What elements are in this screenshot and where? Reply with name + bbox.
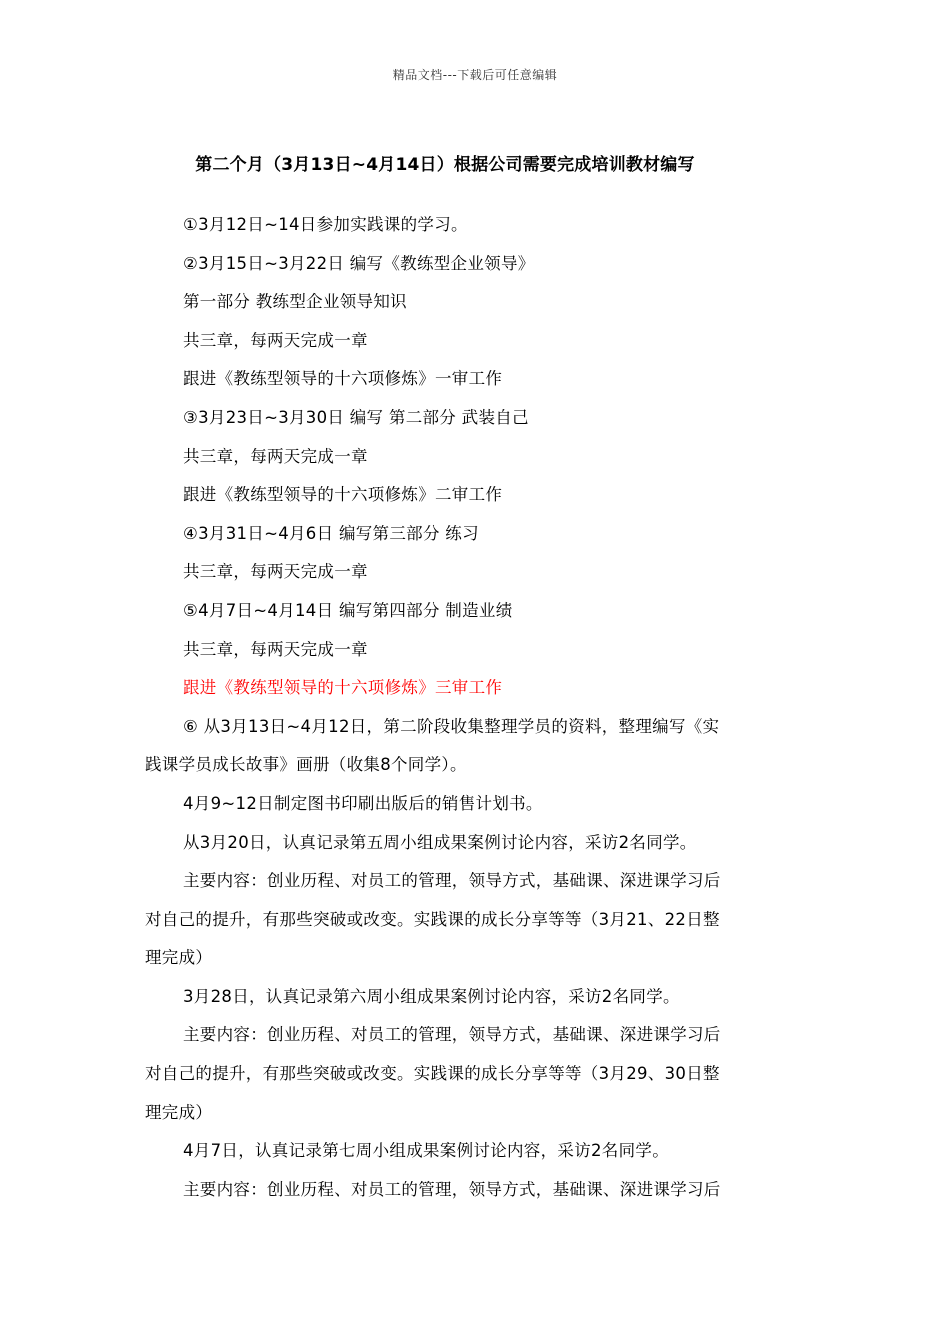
page-header: 精品文档---下载后可任意编辑: [392, 68, 558, 82]
text-line: 对自己的提升，有那些突破或改变。实践课的成长分享等等（3月29、30日整: [145, 1064, 720, 1084]
text-line: 理完成）: [145, 1102, 213, 1122]
text-line: ⑥ 从3月13日~4月12日，第二阶段收集整理学员的资料，整理编写《实: [183, 716, 720, 736]
text-line: 主要内容：创业历程、对员工的管理，领导方式，基础课、深进课学习后: [183, 871, 721, 891]
text-line: 跟进《教练型领导的十六项修炼》二审工作: [183, 485, 503, 505]
text-line: ③3月23日~3月30日 编写 第二部分 武装自己: [183, 407, 529, 427]
text-line: 3月28日，认真记录第六周小组成果案例讨论内容，采访2名同学。: [183, 986, 680, 1006]
section-title: 第二个月（3月13日~4月14日）根据公司需要完成培训教材编写: [195, 155, 695, 175]
text-line: 主要内容：创业历程、对员工的管理，领导方式，基础课、深进课学习后: [183, 1025, 721, 1045]
text-line: ①3月12日~14日参加实践课的学习。: [183, 215, 468, 234]
document-body: [145, 206, 810, 1209]
text-line: 主要内容：创业历程、对员工的管理，领导方式，基础课、深进课学习后: [183, 1179, 721, 1199]
text-line: ⑤4月7日~4月14日 编写第四部分 制造业绩: [183, 600, 513, 620]
text-line: 共三章，每两天完成一章: [183, 330, 368, 350]
text-line: 第一部分 教练型企业领导知识: [183, 292, 407, 312]
text-line: 对自己的提升，有那些突破或改变。实践课的成长分享等等（3月21、22日整: [145, 909, 720, 929]
text-line: 从3月20日，认真记录第五周小组成果案例讨论内容，采访2名同学。: [183, 832, 697, 852]
text-line: 理完成）: [145, 948, 213, 968]
text-line: 共三章，每两天完成一章: [183, 562, 368, 582]
text-line: 4月7日，认真记录第七周小组成果案例讨论内容，采访2名同学。: [183, 1141, 669, 1161]
text-line: ②3月15日~3月22日 编写《教练型企业领导》: [183, 253, 535, 273]
text-line: ④3月31日~4月6日 编写第三部分 练习: [183, 523, 479, 543]
text-line: 践课学员成长故事》画册（收集8个同学）。: [145, 755, 467, 775]
text-line: 跟进《教练型领导的十六项修炼》一审工作: [183, 369, 503, 389]
text-line: 共三章，每两天完成一章: [183, 639, 368, 659]
text-line: 跟进《教练型领导的十六项修炼》三审工作: [183, 678, 503, 698]
text-line: 共三章，每两天完成一章: [183, 446, 368, 466]
text-line: 4月9~12日制定图书印刷出版后的销售计划书。: [183, 793, 543, 813]
